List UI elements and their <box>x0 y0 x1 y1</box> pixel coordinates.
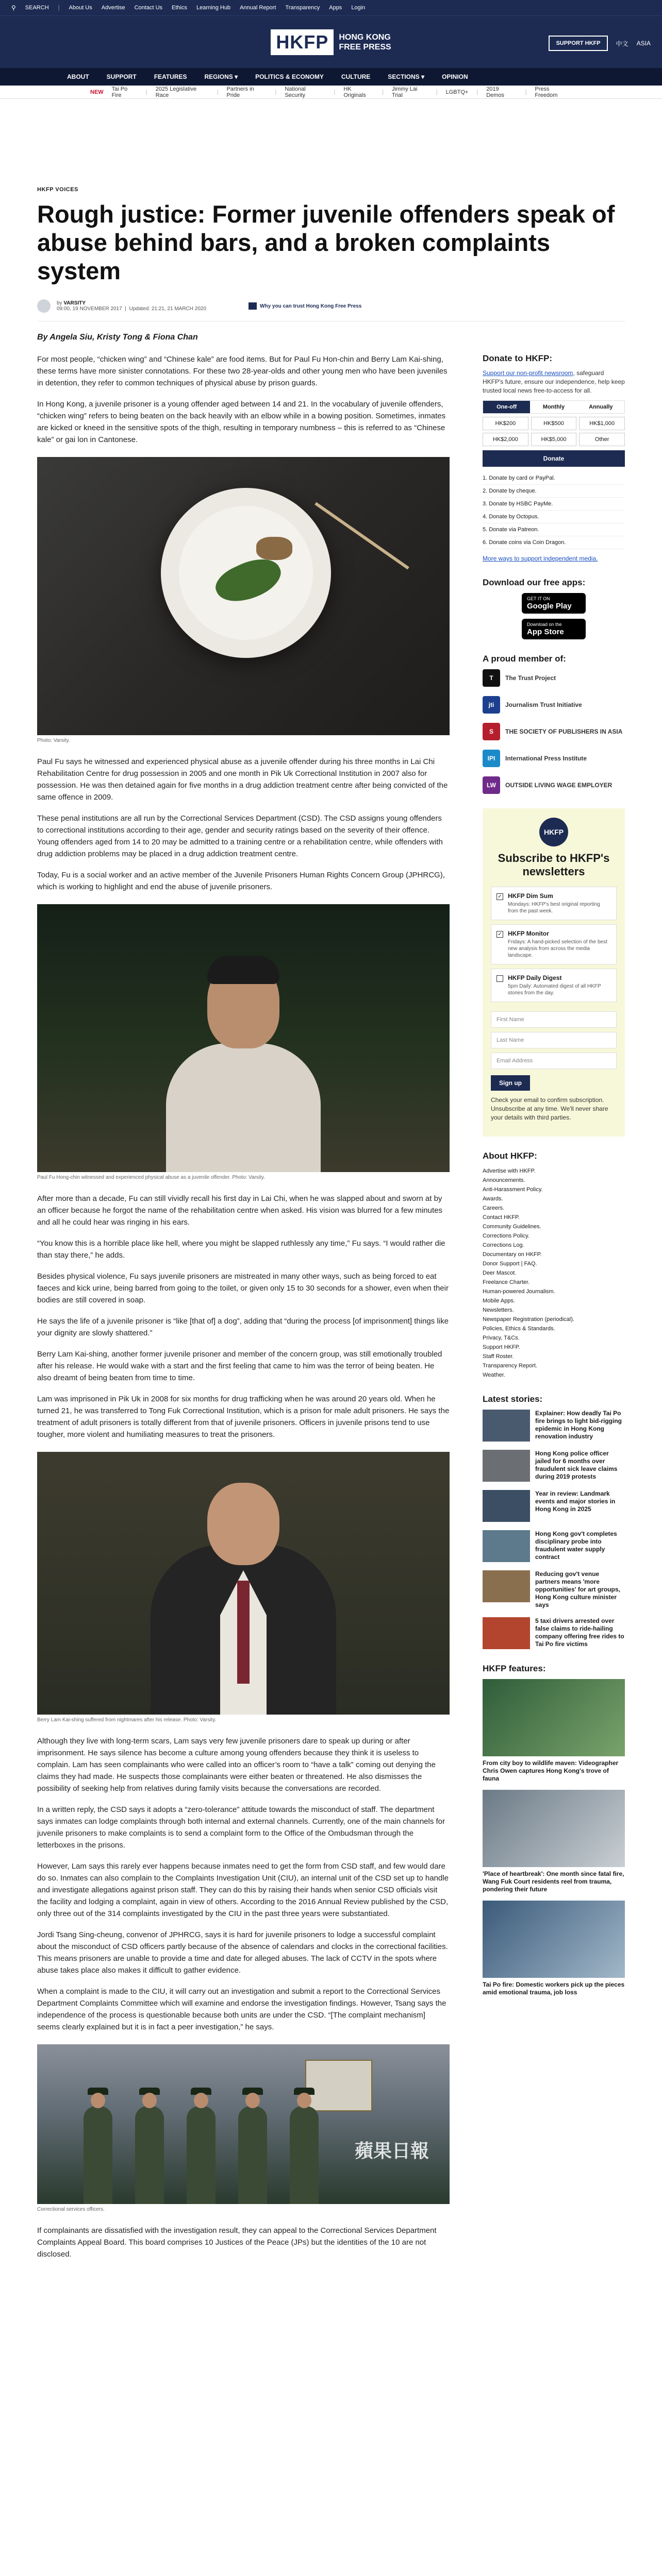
body-paragraph: For most people, “chicken wing” and “Chinese kale” are food items. But for Paul Fu Hon-chin and Berry Lam Kai-shing, these terms have more sinister connotations. For these two 28-year-olds and other young men who have been juveniles in detention, they refer to common techniques of physical abuse by prison guards. <box>37 355 448 387</box>
topbar-link-apps[interactable]: Apps <box>329 5 342 11</box>
last-name-field[interactable]: Last Name <box>491 1032 617 1048</box>
membership-widget <box>483 654 625 794</box>
body-paragraph: Today, Fu is a social worker and an active member of the Juvenile Prisoners Human Rights Concern Group (JPHRCG), which is working to highlight and end the abuse of juvenile prisoners. <box>37 871 445 891</box>
story-thumbnail <box>483 1490 530 1522</box>
nav-item-politics[interactable]: POLITICS & ECONOMY <box>255 73 324 80</box>
donate-title: Donate to HKFP: <box>483 353 553 363</box>
amount-option[interactable]: HK$2,000 <box>483 433 528 446</box>
nav-item-culture[interactable]: CULTURE <box>341 73 371 80</box>
donate-frequency-tabs <box>483 400 625 414</box>
article-category[interactable]: HKFP VOICES <box>37 187 78 193</box>
figure-berry-lam <box>37 1452 450 1723</box>
feature-story[interactable]: From city boy to wildlife maven: Videographer Chris Owen captures Hong Kong's trove of fauna <box>483 1679 625 1783</box>
body-paragraph: Jordi Tsang Sing-cheung, convenor of JPHRCG, says it is hard for juvenile prisoners to lodge a successful complaint about the misconduct of CSD officers partly because of the absence of calendars and clocks in the correctional facilities. This means prisoners are unable to provide a time and date for alleged abuses. The lack of CCTV in the spots where abuse takes place also makes it difficult to gather evidence. <box>37 1930 448 1975</box>
trending-bar: NEW Tai Po Fire | 2025 Legislative Race | Partners in Pride | National Security | HK Originals | Jimmy Lai Trial | LGBTQ+ | 2019 Demos | Press Freedom <box>0 86 662 99</box>
signup-button[interactable]: Sign up <box>491 1075 530 1091</box>
nav-item-about[interactable]: ABOUT <box>67 73 89 80</box>
topbar-link-login[interactable]: Login <box>351 5 366 11</box>
about-link[interactable]: Privacy, T&Cs. <box>483 1335 520 1341</box>
body-paragraph: If complainants are dissatisfied with the investigation result, they can appeal to the Correctional Services Department Complaints Appeal Board. This board comprises 10 Justices of the Peace (JPs) but the identities of the 10 are not disclosed. <box>37 2226 437 2259</box>
about-link[interactable]: Donor Support | FAQ. <box>483 1261 537 1267</box>
trust-project-icon: T <box>483 669 500 687</box>
tab-one-off[interactable]: One-off <box>483 401 530 413</box>
about-link[interactable]: Announcements. <box>483 1177 525 1183</box>
features-widget <box>483 1664 625 1996</box>
about-link[interactable]: Awards. <box>483 1196 503 1202</box>
body-paragraph: However, Lam says this rarely ever happens because inmates need to get the form from CSD staff, and few would dare do so. Inmates can also complain to the Complaints Investigation Unit (CIU), an internal unit of the CSD set up to handle and investigate allegations against prison staff. They can do this by raising their hands when senior CSD officials visit the facility and lodging a complaint, again in view of others. According to the 2016 Annual Review published by the CSD, only three out of the 314 complaints investigated by the CIU in the past three years were substantiated. <box>37 1862 449 1918</box>
feature-image <box>483 1901 625 1978</box>
newsletter-option-daily-digest[interactable]: HKFP Daily Digest 5pm Daily: Automated digest of all HKFP stories from the day. <box>491 969 617 1002</box>
tab-annually[interactable]: Annually <box>589 404 613 410</box>
newsletter-widget <box>483 808 625 1137</box>
donate-widget: Donate to HKFP: Support our non-profit newsroom, safeguard HKFP's future, ensure our independence, help keep trusted local news free-to-access for all. One-off Monthly Annually HK$200 HK$500 HK$1,000 HK$2,000 HK$5,000 Other Donate 1. Donate by card or PayPal. 2. Donate by cheque. 3. Donate by HSBC PayMe. 4. Donate by Octopus. 5. Donate via Patreon. 6. Donate coins via Coin Dragon. More ways to support independent media. <box>483 353 625 562</box>
site-header <box>0 15 662 68</box>
living-wage-icon: LW <box>483 776 500 794</box>
checkbox-icon[interactable] <box>496 975 503 982</box>
latest-story[interactable]: Year in review: Landmark events and major stories in Hong Kong in 2025 <box>483 1490 625 1522</box>
divider: | <box>58 5 60 11</box>
latest-story[interactable]: Explainer: How deadly Tai Po fire brings to light bid-rigging epidemic in Hong Kong renovation industry <box>483 1410 625 1442</box>
logo-wordmark <box>339 32 391 52</box>
updated-date: Updated: 21:21, 21 MARCH 2020 <box>129 306 207 312</box>
new-badge: NEW <box>90 89 104 95</box>
body-paragraph: In a written reply, the CSD says it adopts a “zero-tolerance” attitude towards the misconduct of staff. The department says inmates can lodge complaints through both internal and external channels. Currently, one of the main channels for juvenile prisoners to make complaints is to send a complaint form to the Office of the Ombudsman through the letterboxes in the prisons. <box>37 1805 445 1850</box>
article-authors: By Angela Siu, Kristy Tong & Fiona Chan <box>37 333 198 342</box>
nav-item-features[interactable]: FEATURES <box>154 73 187 80</box>
site-logo[interactable] <box>271 29 391 55</box>
trending-link[interactable]: 2019 Demos <box>486 86 505 98</box>
story-thumbnail <box>483 1410 530 1442</box>
trending-link[interactable]: LGBTQ+ <box>445 89 469 95</box>
body-paragraph: After more than a decade, Fu can still vividly recall his first day in Lai Chi, when he was slapped about and sworn at by an officer because he forgot the name of the rehabilitation centre when asked. His vision was blurred for a few minutes and all he could hear was ringing in his ears. <box>37 1194 442 1227</box>
story-thumbnail <box>483 1450 530 1482</box>
food-plate-photo[interactable] <box>37 457 450 735</box>
donate-method-link[interactable]: 6. Donate coins via Coin Dragon. <box>483 536 625 549</box>
checkbox-checked-icon[interactable]: ✓ <box>496 931 503 938</box>
donate-method-link[interactable]: 3. Donate by HSBC PayMe. <box>483 498 625 511</box>
member-title: A proud member of: <box>483 654 566 664</box>
photo-caption: Photo: Varsity. <box>37 738 70 743</box>
body-paragraph: These penal institutions are all run by the Correctional Services Department (CSD). The CSD assigns young offenders to correctional institutions according to their age, gender and security ratings based on the severity of their offence. Young offenders aged from 14 to 20 may be admitted to a training centre or a rehabilitation centre, while offenders with drug addiction problems may be placed in a drug addiction treatment centre. <box>37 814 443 858</box>
topbar-link-about[interactable]: About Us <box>69 5 92 11</box>
amount-option[interactable]: HK$500 <box>531 417 577 430</box>
about-link[interactable]: Documentary on HKFP. <box>483 1251 542 1258</box>
nav-item-sections[interactable]: SECTIONS ▾ <box>388 73 424 80</box>
story-thumbnail <box>483 1530 530 1562</box>
member-sopa[interactable]: S THE SOCIETY OF PUBLISHERS IN ASIA <box>483 723 625 740</box>
topbar-link-learning-hub[interactable]: Learning Hub <box>196 5 231 11</box>
features-title: HKFP features: <box>483 1664 546 1673</box>
donate-amounts <box>483 417 625 446</box>
latest-stories-widget <box>483 1394 625 1649</box>
photo-caption: Correctional services officers. <box>37 2207 105 2212</box>
feature-image <box>483 1679 625 1756</box>
ad-space <box>0 99 662 187</box>
story-thumbnail <box>483 1570 530 1602</box>
trending-link[interactable]: Partners in Pride <box>226 86 254 98</box>
about-link[interactable]: Community Guidelines. <box>483 1224 541 1230</box>
newsletter-option-monitor[interactable]: ✓ HKFP Monitor Fridays: A hand-picked selection of the best new analysis from across the media landscape. <box>491 924 617 964</box>
topbar-link-contact[interactable]: Contact Us <box>134 5 163 11</box>
about-link[interactable]: Weather. <box>483 1372 505 1378</box>
logo-line-2: FREE PRESS <box>339 42 391 52</box>
trending-link[interactable]: Press Freedom <box>535 86 558 98</box>
about-link[interactable]: Newsletters. <box>483 1307 514 1313</box>
jti-icon: jti <box>483 696 500 714</box>
body-paragraph: He says the life of a juvenile prisoner is “like [that of] a dog”, adding that “during the process [of imprisonment] things like your dignity are slowly shattered.” <box>37 1317 449 1337</box>
trust-icon <box>249 302 257 310</box>
newsletter-note: Check your email to confirm subscription. Unsubscribe at any time. We'll never share your details with third parties. <box>491 1096 608 1121</box>
topbar-link-transparency[interactable]: Transparency <box>285 5 320 11</box>
topbar-link-ethics[interactable]: Ethics <box>172 5 187 11</box>
about-link[interactable]: Contact HKFP. <box>483 1214 520 1221</box>
nav-item-support[interactable]: SUPPORT <box>106 73 137 80</box>
support-newsroom-link[interactable]: Support our non-profit newsroom <box>483 369 573 377</box>
newsletter-option-dim-sum[interactable]: ✓ HKFP Dim Sum Mondays: HKFP's best original reporting from the past week. <box>491 887 617 920</box>
figure-officers <box>37 2044 450 2212</box>
latest-story[interactable]: 5 taxi drivers arrested over false claims to ride-hailing company offering free rides to Tai Po fire victims <box>483 1617 625 1649</box>
about-link[interactable]: Transparency Report. <box>483 1363 537 1369</box>
trending-link[interactable]: 2025 Legislative Race <box>155 86 197 98</box>
app-store-button[interactable]: Download on the App Store <box>522 619 586 639</box>
about-link[interactable]: Deer Mascot. <box>483 1270 517 1276</box>
about-link[interactable]: Corrections Log. <box>483 1242 524 1248</box>
publish-date: 09:00, 19 NOVEMBER 2017 <box>57 306 122 312</box>
content-layout <box>37 353 625 2269</box>
berry-lam-photo[interactable] <box>37 1452 450 1715</box>
about-link[interactable]: Advertise with HKFP. <box>483 1168 536 1174</box>
donate-method-link[interactable]: 1. Donate by card or PayPal. <box>483 472 625 485</box>
feature-story[interactable]: 'Place of heartbreak': One month since fatal fire, Wang Fuk Court residents reel from trauma, pondering their future <box>483 1790 625 1893</box>
newspaper-watermark: 蘋果日報 <box>354 2141 429 2162</box>
about-link[interactable]: Corrections Policy. <box>483 1233 529 1239</box>
ipi-icon: IPI <box>483 750 500 767</box>
logo-mark: HKFP <box>271 29 334 55</box>
byline <box>37 299 625 321</box>
trending-link[interactable]: HK Originals <box>343 86 366 98</box>
donate-button[interactable]: Donate <box>483 450 625 467</box>
feature-story[interactable]: Tai Po fire: Domestic workers pick up the pieces amid emotional trauma, job loss <box>483 1901 625 1996</box>
amount-option[interactable]: HK$1,000 <box>579 417 625 430</box>
donate-method-link[interactable]: 5. Donate via Patreon. <box>483 523 625 536</box>
trending-link[interactable]: Jimmy Lai Trial <box>391 86 418 98</box>
trending-link[interactable]: Tai Po Fire <box>111 86 128 98</box>
topbar-link-annual-report[interactable]: Annual Report <box>240 5 276 11</box>
trust-link[interactable]: Why you can trust Hong Kong Free Press <box>249 302 361 310</box>
apps-widget <box>483 578 625 639</box>
member-ipi[interactable]: IPI International Press Institute <box>483 750 625 767</box>
language-link[interactable]: 中文 <box>616 40 628 47</box>
google-play-button[interactable]: GET IT ON Google Play <box>522 593 586 614</box>
body-paragraph: In Hong Kong, a juvenile prisoner is a young offender aged between 14 and 21. In the vocabulary of juvenile offenders, “chicken wing” refers to being beaten on the back heavily with an elbow while in a bowing position. Sometimes, inmates are kicked or kneed in the sensitive spots of the thigh, resulting in temporary numbness – this is referred to as “Chinese kale” or gai lon in Cantonese. <box>37 400 446 444</box>
support-hkfp-button[interactable]: SUPPORT HKFP <box>549 36 607 51</box>
amount-option[interactable]: HK$5,000 <box>531 433 577 446</box>
figure-plate <box>37 457 450 743</box>
about-link[interactable]: Anti-Harassment Policy. <box>483 1187 543 1193</box>
body-paragraph: Besides physical violence, Fu says juvenile prisoners are mistreated in many other ways, such as being forced to eat faeces and kick urine, being barred from going to the toilet, or given only 15 to 30 seconds for a shower, even when their bodies are still covered in soap. <box>37 1272 449 1304</box>
tab-monthly[interactable]: Monthly <box>542 404 565 410</box>
trending-link[interactable]: National Security <box>285 86 306 98</box>
paul-fu-photo[interactable] <box>37 904 450 1172</box>
more-ways-link[interactable]: More ways to support independent media. <box>483 555 598 562</box>
donate-methods <box>483 472 625 549</box>
topbar-link-advertise[interactable]: Advertise <box>101 5 125 11</box>
about-link[interactable]: Support HKFP. <box>483 1344 520 1350</box>
body-paragraph: Lam was imprisoned in Pik Uk in 2008 for six months for drug trafficking when he was around 20 years old. When he turned 21, he was transferred to Tong Fuk Correctional Institution, which is a prison for male adult prisoners. He says the treatment of adult prisoners is totally different from that of juvenile prisoners. Officers in juvenile prisons tend to use tougher, more violent and humiliating measures to treat the prisoners. <box>37 1395 450 1439</box>
donate-method-link[interactable]: 4. Donate by Octopus. <box>483 511 625 523</box>
nav-item-regions[interactable]: REGIONS ▾ <box>204 73 238 80</box>
logo-line-1: HONG KONG <box>339 32 391 42</box>
body-paragraph: “You know this is a horrible place like hell, where you might be slapped ruthlessly any time,” Fu says. “I would rather die than stay there,” he adds. <box>37 1239 445 1260</box>
amount-option[interactable]: Other <box>579 433 625 446</box>
about-link[interactable]: Policies, Ethics & Standards. <box>483 1326 555 1332</box>
latest-title: Latest stories: <box>483 1394 543 1404</box>
asia-link[interactable]: ASIA <box>636 40 651 47</box>
latest-story[interactable]: Reducing gov't venue partners means 'more opportunities' for art groups, Hong Kong culture minister says <box>483 1570 625 1609</box>
author-link[interactable]: VARSITY <box>63 300 86 306</box>
about-link[interactable]: Freelance Charter. <box>483 1279 530 1285</box>
apps-title: Download our free apps: <box>483 578 586 587</box>
byline-meta: by VARSITY 09:00, 19 NOVEMBER 2017 | Updated: 21:21, 21 MARCH 2020 <box>57 300 207 312</box>
about-link[interactable]: Newspaper Registration (periodical). <box>483 1316 574 1323</box>
body-paragraph: Paul Fu says he witnessed and experienced physical abuse as a juvenile offender during his three months in Lai Chi Rehabilitation Centre for drug possession in 2005 and one month in Pik Uk Correctional Institution in 2007 also for possession. He was then detained again for five months in a drug addiction treatment centre after being convicted of the same offence in 2009. <box>37 757 448 802</box>
photo-caption: Paul Fu Hong-chin witnessed and experienced physical abuse as a juvenile offender. Photo: Varsity. <box>37 1175 265 1180</box>
article-container <box>37 187 625 2269</box>
about-widget <box>483 1151 625 1380</box>
search-link[interactable]: SEARCH <box>25 5 49 11</box>
latest-story[interactable]: Hong Kong police officer jailed for 6 months over fraudulent sick leave claims during 2019 protests <box>483 1450 625 1482</box>
photo-caption: Berry Lam Kai-shing suffered from nightmares after his release. Photo: Varsity. <box>37 1717 217 1723</box>
nav-item-opinion[interactable]: OPINION <box>442 73 468 80</box>
about-link[interactable]: Staff Roster. <box>483 1353 514 1360</box>
body-paragraph: When a complaint is made to the CIU, it will carry out an investigation and submit a report to the Correctional Services Department Complaints Committee which will examine and endorse the investigation findings. However, Tsang says the independence of the process is questionable because both units are under the CSD. “[The complaint mechanism] seems clearly explained but it is in fact a peer investigation,” he says. <box>37 1987 446 2031</box>
body-paragraph: Berry Lam Kai-shing, another former juvenile prisoner and member of the concern group, was still emotionally troubled after his release. He would wake with a start and the first feeling that came to him was the terror of being beaten. He also dreamt of being beaten from time to time. <box>37 1350 442 1382</box>
article-body <box>37 353 450 2269</box>
sidebar <box>483 353 625 2269</box>
amount-option[interactable]: HK$200 <box>483 417 528 430</box>
about-link[interactable]: Human-powered Journalism. <box>483 1289 555 1295</box>
member-trust-project[interactable]: T The Trust Project <box>483 669 625 687</box>
latest-story[interactable]: Hong Kong gov't completes disciplinary probe into fraudulent water supply contract <box>483 1530 625 1562</box>
correctional-officers-photo[interactable] <box>37 2044 450 2204</box>
article-headline: Rough justice: Former juvenile offenders speak of abuse behind bars, and a broken complaints system <box>37 200 615 284</box>
newsletter-title: Subscribe to HKFP's newsletters <box>498 852 610 878</box>
checkbox-checked-icon[interactable]: ✓ <box>496 893 503 900</box>
newsletter-logo: HKFP <box>539 818 568 846</box>
about-link[interactable]: Mobile Apps. <box>483 1298 515 1304</box>
story-thumbnail <box>483 1617 530 1649</box>
about-link[interactable]: Careers. <box>483 1205 505 1211</box>
about-list <box>483 1166 625 1380</box>
author-avatar <box>37 299 51 313</box>
header-actions <box>549 36 651 51</box>
figure-paul-fu <box>37 904 450 1180</box>
member-living-wage[interactable]: LW OUTSIDE LIVING WAGE EMPLOYER <box>483 776 625 794</box>
search-icon[interactable]: ⚲ <box>11 4 16 11</box>
body-paragraph: Although they live with long-term scars, Lam says very few juvenile prisoners dare to speak up during or after imprisonment. He says silence has become a culture among young offenders because they think it is useless to complain. Lam has seen complainants who were called into an officer’s room to “have a talk” coming out denying the claims they had made. He suspects those complainants were either beaten or threatened. He also dismisses the possibility of seeking help from relatives during family visits because the conversations are recorded. <box>37 1737 436 1793</box>
sopa-icon: S <box>483 723 500 740</box>
main-nav <box>0 68 662 86</box>
about-title: About HKFP: <box>483 1151 537 1161</box>
member-jti[interactable]: jti Journalism Trust Initiative <box>483 696 625 714</box>
donate-method-link[interactable]: 2. Donate by cheque. <box>483 485 625 498</box>
email-field[interactable]: Email Address <box>491 1053 617 1069</box>
utility-bar <box>0 0 662 15</box>
feature-image <box>483 1790 625 1867</box>
first-name-field[interactable]: First Name <box>491 1011 617 1028</box>
